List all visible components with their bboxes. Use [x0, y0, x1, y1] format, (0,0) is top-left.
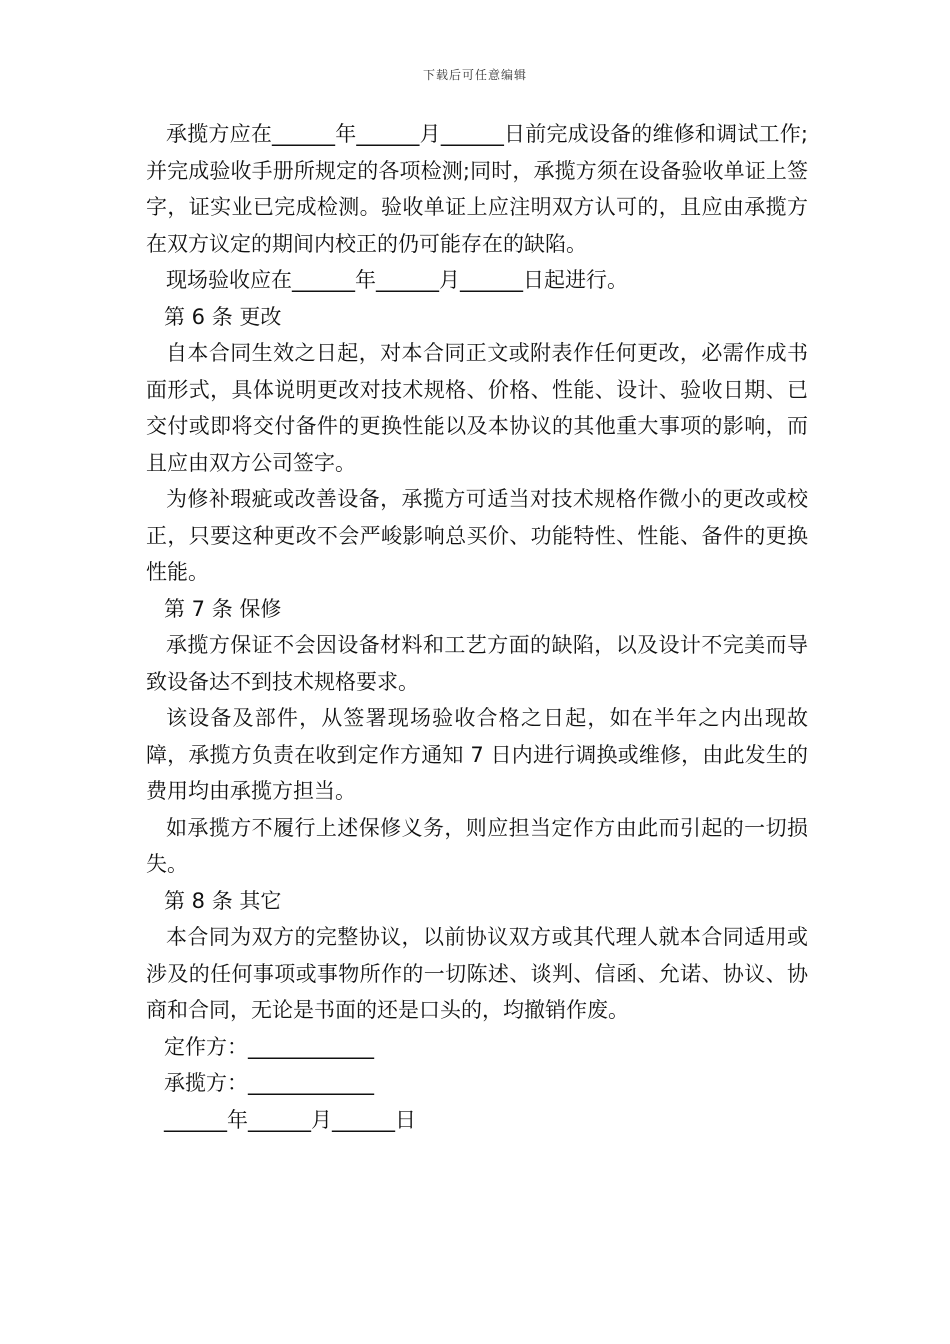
- paragraph-completion-deadline: 承揽方应在______年______月______日前完成设备的维修和调试工作;并完成验收手册所规定的各项检测;同时，承揽方须在设备验收单证上签字，证实业已完成检测。验收单证上应注明双方认可的，且应由承揽方在双方议定的期间内校正的仍可能存在的缺陷。: [146, 122, 808, 256]
- paragraph-warranty-period: 该设备及部件，从签署现场验收合格之日起，如在半年之内出现故障，承揽方负责在收到定作方通知 7 日内进行调换或维修，由此发生的费用均由承揽方担当。: [146, 706, 808, 803]
- article-6-heading: 第 6 条 更改: [164, 304, 282, 329]
- paragraph-entire-agreement: 本合同为双方的完整协议，以前协议双方或其代理人就本合同适用或涉及的任何事项或事物所作的一切陈述、谈判、信函、允诺、协议、协商和合同，无论是书面的还是口头的，均撤销作废。: [146, 925, 808, 1022]
- paragraph-warranty-liability: 如承揽方不履行上述保修义务，则应担当定作方由此而引起的一切损失。: [146, 815, 808, 876]
- paragraph-changes-written: 自本合同生效之日起，对本合同正文或附表作任何更改，必需作成书面形式，具体说明更改对技术规格、价格、性能、设计、验收日期、已交付或即将交付备件的更换性能以及本协议的其他重大事项的影响，而且应由双方公司签字。: [146, 341, 808, 475]
- signature-party-a: 定作方：____________: [164, 1034, 374, 1059]
- signature-date: ______年______月______日: [164, 1107, 416, 1132]
- paragraph-warranty-guarantee: 承揽方保证不会因设备材料和工艺方面的缺陷，以及设计不完美而导致设备达不到技术规格要求。: [146, 633, 808, 694]
- signature-party-b: 承揽方：____________: [164, 1071, 374, 1095]
- paragraph-minor-changes: 为修补瑕疵或改善设备，承揽方可适当对技术规格作微小的更改或校正，只要这种更改不会严峻影响总买价、功能特性、性能、备件的更换性能。: [146, 487, 808, 584]
- article-8-heading: 第 8 条 其它: [164, 888, 282, 913]
- article-7-heading: 第 7 条 保修: [164, 596, 282, 621]
- paragraph-site-acceptance: 现场验收应在______年______月______日起进行。: [166, 268, 628, 292]
- page-header-note: 下载后可任意编辑: [422, 68, 527, 82]
- document-body: [146, 116, 808, 1138]
